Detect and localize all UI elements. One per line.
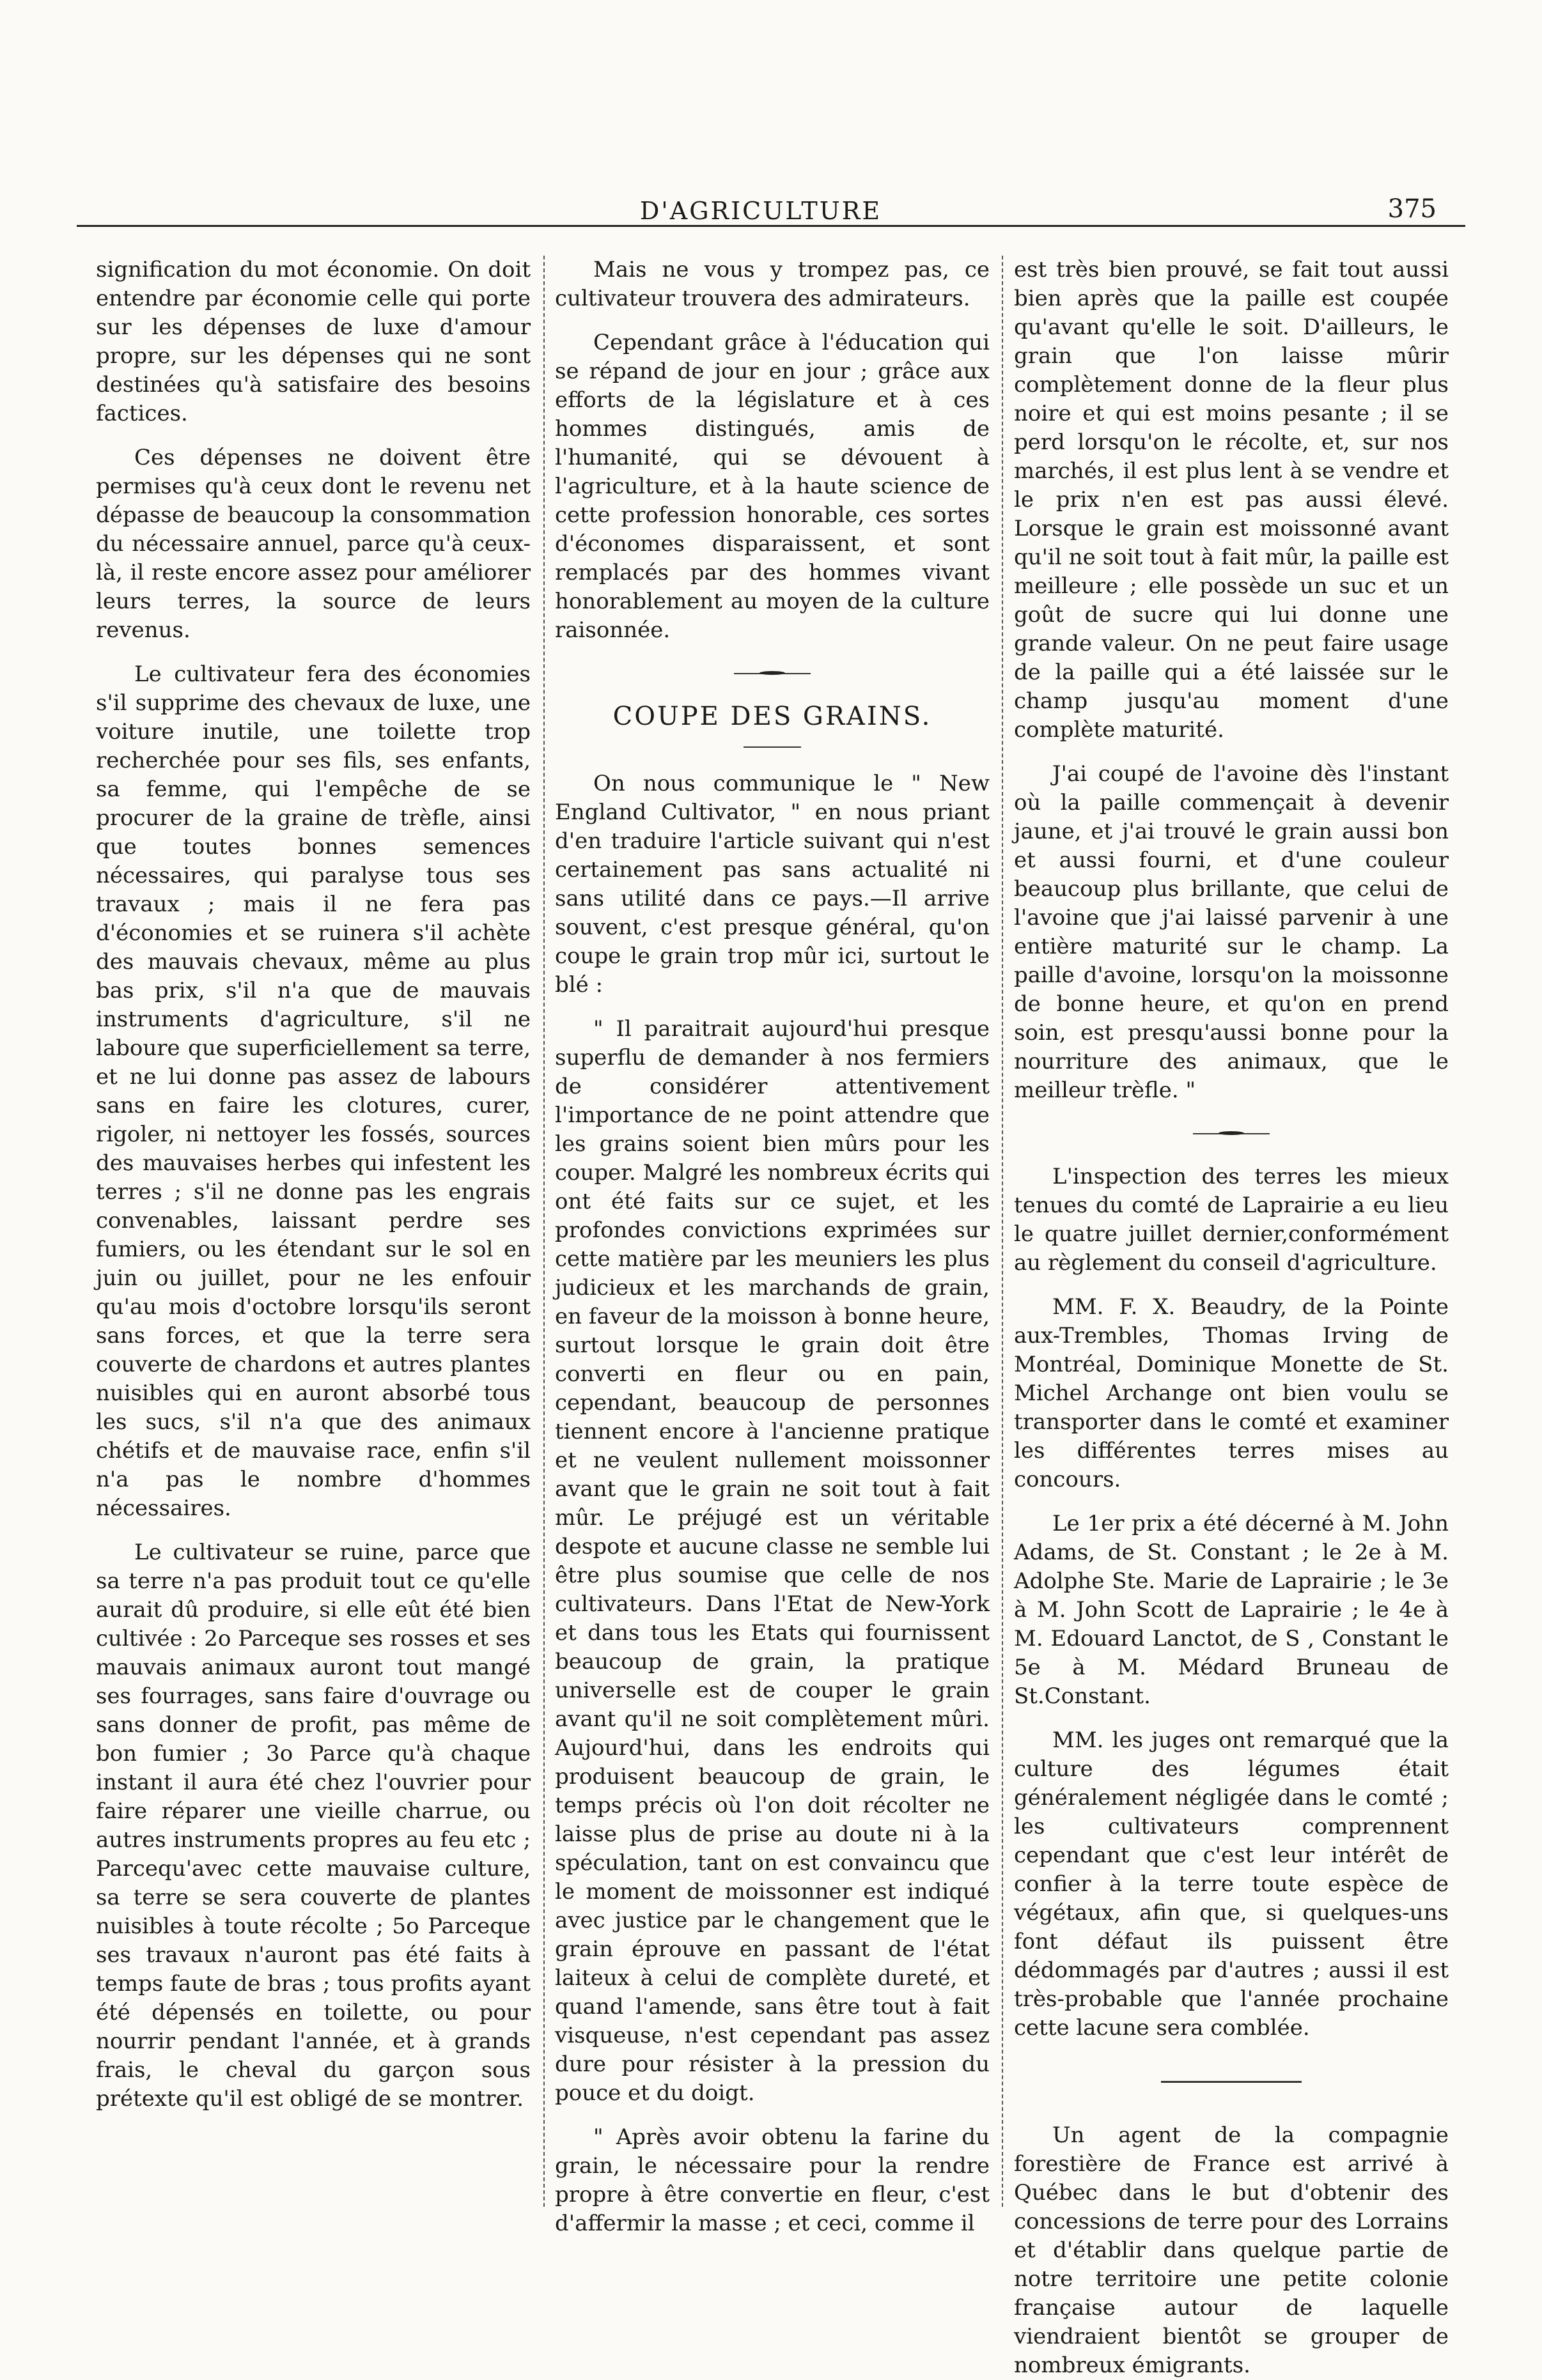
page-header — [0, 185, 1542, 224]
paragraph: On nous communique le " New England Cultivator, " en nous priant d'en traduire l'article suivant qui n'est certainement pas sans actualité ni sans utilité dans ce pays.—Il arrive souvent, c'est presque général, qu'on coupe le grain trop mûr ici, surtout le blé : — [555, 771, 990, 998]
column-left — [96, 256, 531, 2213]
paragraph: L'inspection des terres les mieux tenues du comté de Laprairie a eu lieu le quatre juillet dernier,conformément au règlement du conseil d'agriculture. — [1014, 1164, 1449, 1276]
paragraph: Ces dépenses ne doivent être permises qu'à ceux dont le revenu net dépasse de beaucoup la consommation du nécessaire annuel, parce qu'à ceux-là, il reste encore assez pour améliorer leurs terres, la source de leurs revenus. — [96, 445, 531, 643]
paragraph: MM. les juges ont remarqué que la culture des légumes était généralement négligée dans le comté ; les cultivateurs comprennent cependant que c'est leur intérêt de confier à la terre toute espèce de végétaux, afin que, si quelques-uns font défaut ils puissent être dédommagés par d'autres ; aussi il est très-probable que l'année prochaine cette lacune sera comblée. — [1014, 1727, 1449, 2041]
paragraph: J'ai coupé de l'avoine dès l'instant où la paille commençait à devenir jaune, et j'ai trouvé le grain aussi bon et aussi fourni, et d'une couleur beaucoup plus brillante, que celui de l'avoine que j'ai laissé parvenir à une entière maturité sur le champ. La paille d'avoine, lorsqu'on la moissonne de bonne heure, et qu'on en prend soin, est presqu'aussi bonne pour la nourriture des animaux, que le meilleur trèfle. " — [1014, 761, 1449, 1103]
title-rule — [744, 746, 801, 748]
column-divider — [1002, 256, 1003, 2207]
column-divider — [543, 256, 545, 2207]
ornament-divider — [1193, 1131, 1270, 1137]
paragraph: " Après avoir obtenu la farine du grain, le nécessaire pour la rendre propre à être convertie en fleur, c'est d'affermir la masse ; et ceci, comme il — [555, 2124, 990, 2236]
page-number: 375 — [1387, 194, 1437, 224]
paragraph: Mais ne vous y trompez pas, ce cultivateur trouvera des admirateurs. — [555, 257, 990, 311]
paragraph: " Il paraitrait aujourd'hui presque superflu de demander à nos fermiers de considérer attentivement l'importance de ne point attendre que les grains soient bien mûrs pour les couper. Malgré les nombreux écrits qui ont été faits sur ce sujet, et les profondes convictions exprimées sur cette matière par les meuniers les plus judicieux et les marchands de grain, en faveur de la moisson à bonne heure, surtout lorsque le grain doit être converti en fleur ou en pain, cependant, beaucoup de personnes tiennent encore à l'ancienne pratique et ne veulent nullement moissonner avant que le grain ne soit tout à fait mûr. Le préjugé est un véritable despote et aucune classe ne semble lui être plus soumise que celle de nos cultivateurs. Dans l'Etat de New-York et dans tous les Etats qui fournissent beaucoup de grain, la pratique universelle est de couper le grain avant qu'il ne soit complètement mûri. Aujourd'hui, dans les endroits qui produisent beaucoup de grain, le temps précis où l'on doit récolter ne laisse plus de prise au doute ni à la spéculation, tant on est convaincu que le moment de moissonner est indiqué avec justice par le changement que le grain éprouve en passant de l'état laiteux à celui de complète dureté, et quand l'amende, sans être tout à fait visqueuse, n'est cependant pas assez dure pour résister à la pression du pouce et du doigt. — [555, 1016, 990, 2106]
running-title: D'AGRICULTURE — [639, 197, 882, 225]
paragraph: signification du mot économie. On doit entendre par économie celle qui porte sur les dépenses de luxe d'amour propre, sur les dépenses qui ne sont destinées qu'à satisfaire des besoins factices. — [96, 257, 531, 426]
paragraph: Cependant grâce à l'éducation qui se répand de jour en jour ; grâce aux efforts de la législature et à ces hommes distingués, amis de l'humanité, qui se dévouent à l'agriculture, et à la haute science de cette profession honorable, ces sortes d'économes disparaissent, et sont remplacés par des hommes vivant honorablement au moyen de la culture raisonnée. — [555, 330, 990, 643]
section-rule — [1161, 2081, 1302, 2083]
section-title: COUPE DES GRAINS. — [612, 702, 932, 731]
paragraph: Le cultivateur se ruine, parce que sa terre n'a pas produit tout ce qu'elle aurait dû produire, si elle eût été bien cultivée : 2o Parceque ses rosses et ses mauvais animaux auront tout mangé ses fourrages, sans faire d'ouvrage ou sans donner de profit, pas même de bon fumier ; 3o Parce qu'à chaque instant il aura été chez l'ouvrier pour faire réparer une vieille charrue, ou autres instruments propres au feu etc ; Parcequ'avec cette mauvaise culture, sa terre se sera couverte de plantes nuisibles à toute récolte ; 5o Parceque ses travaux n'auront pas été faits à temps faute de bras ; tous profits ayant été dépensés en toilette, ou pour nourrir pendant l'année, et à grands frais, le cheval du garçon sous prétexte qu'il est obligé de se montrer. — [96, 1540, 531, 2112]
paragraph: Un agent de la compagnie forestière de France est arrivé à Québec dans le but d'obtenir des concessions de terre pour des Lorrains et d'établir dans quelque partie de notre territoire une petite colonie française autour de laquelle viendraient bientôt se grouper de nombreux émigrants. — [1014, 2122, 1449, 2378]
paragraph: est très bien prouvé, se fait tout aussi bien après que la paille est coupée qu'avant qu'elle le soit. D'ailleurs, le grain que l'on laisse mûrir complètement donne de la fleur plus noire et qui est moins pesante ; il se perd lorsqu'on le récolte, et, sur nos marchés, il est plus lent à se vendre et le prix n'en est pas aussi élevé. Lorsque le grain est moissonné avant qu'il ne soit tout à fait mûr, la paille est meilleure ; elle possède un suc et un goût de sucre qui lui donne une grande valeur. On ne peut faire usage de la paille qui a été laissée sur le champ jusqu'au moment d'une complète maturité. — [1014, 257, 1449, 743]
column-middle — [555, 256, 990, 2236]
column-right — [1014, 256, 1449, 2378]
paragraph: Le 1er prix a été décerné à M. John Adams, de St. Constant ; le 2e à M. Adolphe Ste. Marie de Laprairie ; le 3e à M. John Scott de Laprairie ; le 4e à M. Edouard Lanctot, de S , Constant le 5e à M. Médard Bruneau de St.Constant. — [1014, 1511, 1449, 1709]
paragraph: MM. F. X. Beaudry, de la Pointe aux-Trembles, Thomas Irving de Montréal, Dominique Monette de St. Michel Archange ont bien voulu se transporter dans le comté et examiner les différentes terres mises au concours. — [1014, 1294, 1449, 1492]
ornament-divider — [734, 670, 811, 677]
header-rule — [77, 225, 1465, 227]
paragraph: Le cultivateur fera des économies s'il supprime des chevaux de luxe, une voiture inutile, une toilette trop recherchée pour ses fils, ses enfants, sa femme, qui l'empêche de se procurer de la graine de trèfle, ainsi que toutes bonnes semences nécessaires, qui paralyse tous ses travaux ; mais il ne fera pas d'économies et se ruinera s'il achète des mauvais chevaux, même au plus bas prix, s'il n'a que de mauvais instruments d'agriculture, s'il ne laboure que superficiellement sa terre, et ne lui donne pas assez de labours sans en faire les clotures, curer, rigoler, ni nettoyer les fossés, sources des mauvaises herbes qui infestent les terres ; s'il ne donne pas les engrais convenables, laissant perdre ses fumiers, ou les étendant sur le sol en juin ou juillet, pour ne les enfouir qu'au mois d'octobre lorsqu'ils seront sans forces, et que la terre sera couverte de chardons et autres plantes nuisibles qui en auront absorbé tous les sucs, s'il n'a que des animaux chétifs et de mauvaise race, enfin s'il n'a pas le nombre d'hommes nécessaires. — [96, 661, 531, 1521]
